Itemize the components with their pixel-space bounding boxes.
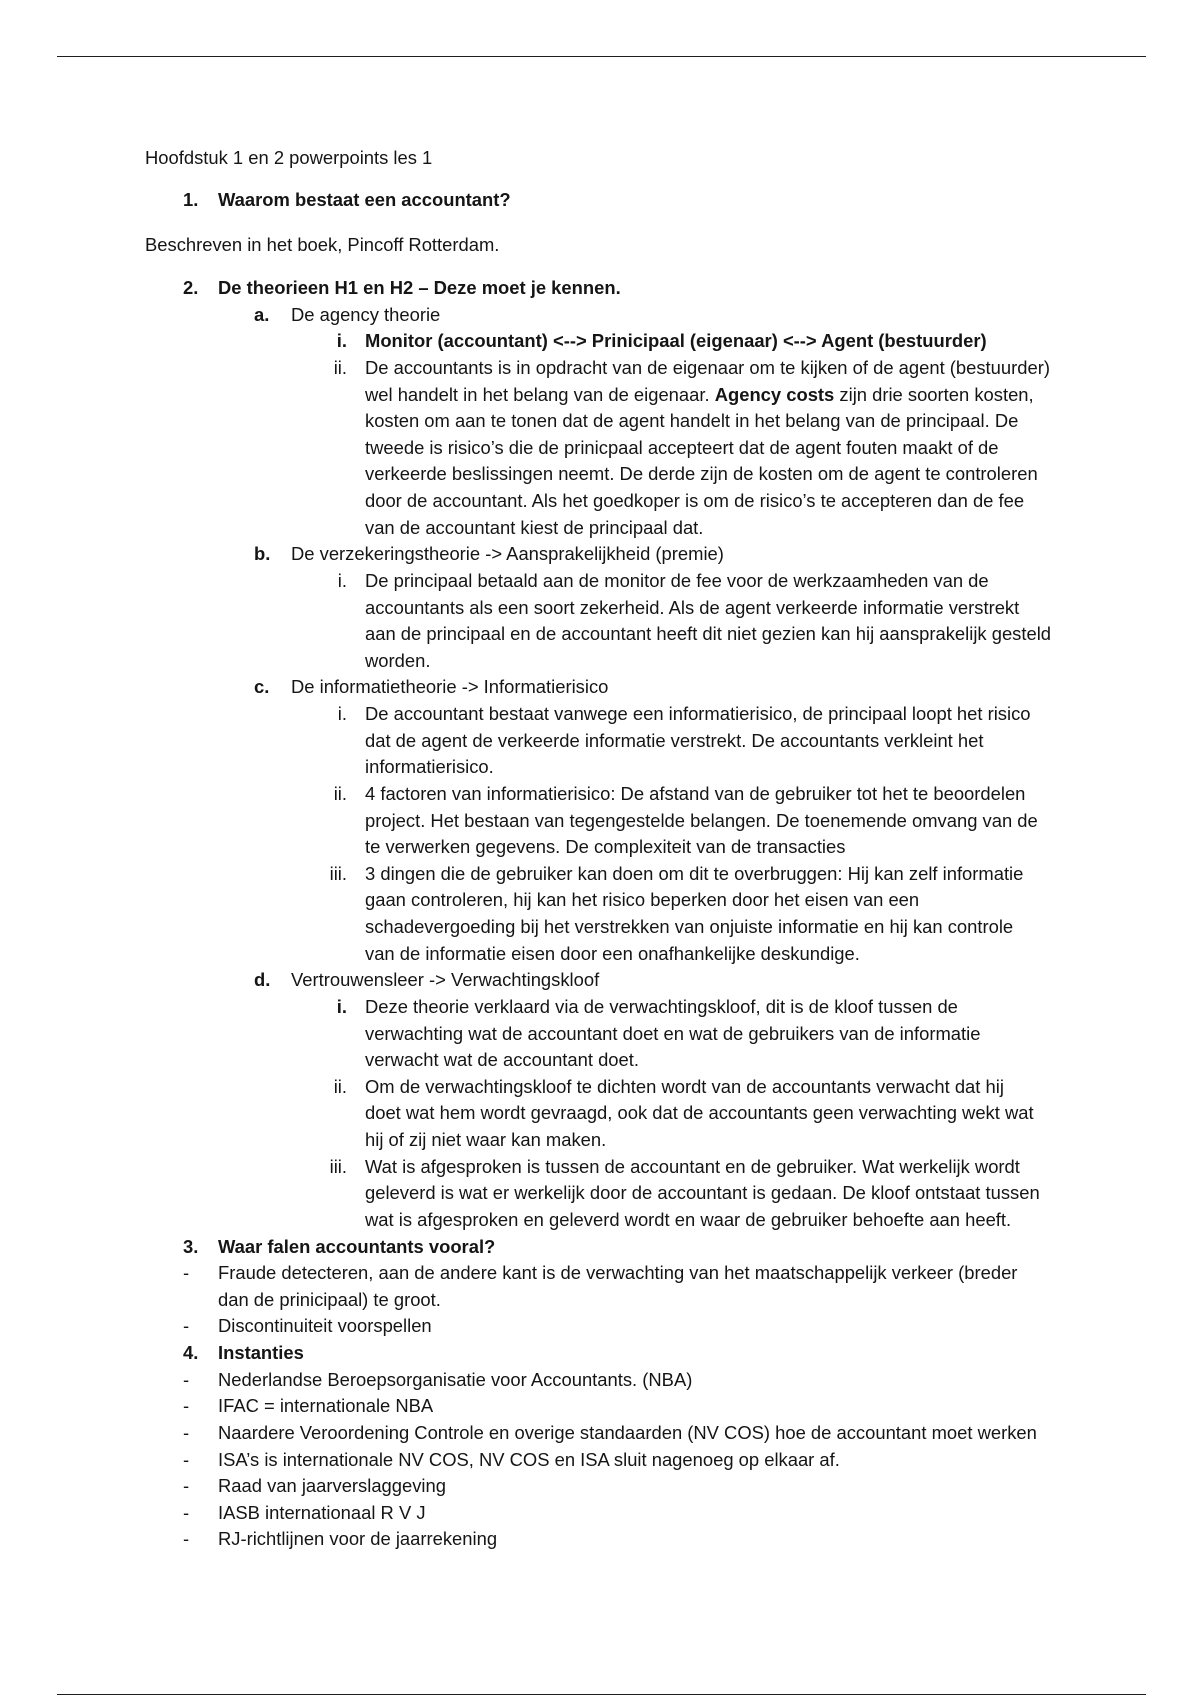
text-line [0, 701, 1200, 728]
line-text: door de accountant. Als het goedkoper is om de risico’s te accepteren dan de fee [365, 490, 1025, 512]
question-2 [0, 275, 1200, 302]
line-text: 4 factoren van informatierisico: De afstand van de gebruiker tot het te beoordelen [365, 782, 1026, 804]
text-line [0, 1154, 1200, 1181]
text-line [0, 834, 1200, 861]
paragraph-text: Beschreven in het boek, Pincoff Rotterdam. [145, 234, 500, 256]
bullet-dash: - [183, 1368, 190, 1390]
line-text: dat de agent de verkeerde informatie verstrekt. De accountants verkleint het [365, 729, 984, 751]
line-text: verkeerde beslissingen neemt. De derde zijn de kosten om de agent te controleren [365, 463, 1038, 485]
bullet-item [0, 1367, 1200, 1394]
bullet-dash: - [183, 1421, 190, 1443]
list-roman: i. [336, 330, 347, 352]
bullet-item [0, 1313, 1200, 1340]
bullet-dash: - [183, 1475, 190, 1497]
list-roman: i. [337, 569, 347, 591]
list-letter: c. [254, 676, 270, 698]
line-text: verwachting wat de accountant doet en wat de gebruikers van de informatie [365, 1022, 981, 1044]
line-text: schadevergoeding bij het verstrekken van onjuiste informatie en hij kan controle [365, 916, 1014, 938]
document-body [0, 145, 1200, 1553]
text-line [0, 1260, 1200, 1287]
bullet-dash: - [183, 1448, 190, 1470]
list-letter: a. [254, 303, 270, 325]
footer-rule [57, 1694, 1146, 1695]
theory-title: Vertrouwensleer -> Verwachtingskloof [291, 969, 600, 991]
text-line [0, 1287, 1200, 1314]
text-line [0, 914, 1200, 941]
text-line [0, 781, 1200, 808]
text-line [0, 728, 1200, 755]
text-line [0, 435, 1200, 462]
line-text: Wat is afgesproken is tussen de accountant en de gebruiker. Wat werkelijk wordt [365, 1155, 1020, 1177]
header-rule [57, 56, 1146, 57]
line-text: wat is afgesproken en geleverd wordt en waar de gebruiker behoefte aan heeft. [365, 1208, 1012, 1230]
bullet-item [0, 1260, 1200, 1313]
text-line [0, 754, 1200, 781]
theory-a [0, 302, 1200, 542]
line-text: De principaal betaald aan de monitor de fee voor de werkzaamheden van de [365, 569, 989, 591]
agency-costs-term: Agency costs [714, 383, 835, 405]
bullet-item [0, 1420, 1200, 1447]
theory-title-line [0, 967, 1200, 994]
text-line [0, 355, 1200, 382]
question-3-title: Waar falen accountants vooral? [218, 1235, 496, 1257]
line-text: worden. [365, 649, 431, 671]
question-1-title: Waarom bestaat een accountant? [218, 189, 511, 211]
line-text: RJ-richtlijnen voor de jaarrekening [218, 1528, 498, 1550]
theory-title: De agency theorie [291, 303, 441, 325]
question-4 [0, 1340, 1200, 1367]
text-segment: zijn drie soorten kosten, [834, 383, 1034, 405]
line-text: accountants als een soort zekerheid. Als de agent verkeerde informatie verstrekt [365, 596, 1020, 618]
point-c-iii [0, 861, 1200, 968]
text-line [0, 994, 1200, 1021]
line-text: Nederlandse Beroepsorganisatie voor Accountants. (NBA) [218, 1368, 693, 1390]
list-roman: i. [336, 995, 347, 1017]
theory-title: De verzekeringstheorie -> Aansprakelijkheid (premie) [291, 543, 724, 565]
question-4-title: Instanties [218, 1342, 304, 1364]
line-text: gaan controleren, hij kan het risico beperken door het eisen van een [365, 889, 920, 911]
bullet-dash: - [183, 1395, 190, 1417]
bullet-dash: - [183, 1262, 190, 1284]
point-d-ii [0, 1074, 1200, 1154]
line-text: Monitor (accountant) <--> Prinicipaal (eigenaar) <--> Agent (bestuurder) [365, 330, 987, 352]
text-line [0, 382, 1200, 409]
list-roman: i. [337, 703, 347, 725]
bullet-item [0, 1393, 1200, 1420]
line-text: ISA’s is internationale NV COS, NV COS en ISA sluit nagenoeg op elkaar af. [218, 1448, 840, 1470]
bullet-item [0, 1473, 1200, 1500]
line-text: tweede is risico’s die de prinicpaal accepteert dat de agent fouten maakt of de [365, 436, 999, 458]
line-text: van de accountant kiest de principaal dat. [365, 516, 704, 538]
question-1 [0, 187, 1200, 214]
point-c-i [0, 701, 1200, 781]
list-number: 2. [183, 277, 199, 299]
list-letter: d. [254, 969, 271, 991]
line-text: Deze theorie verklaard via de verwachtingskloof, dit is de kloof tussen de [365, 995, 958, 1017]
text-line [0, 1021, 1200, 1048]
text-line [0, 1180, 1200, 1207]
text-line [0, 488, 1200, 515]
theory-c [0, 674, 1200, 967]
line-text: aan de principaal en de accountant heeft dit niet gezien kan hij aansprakelijk gesteld [365, 623, 1052, 645]
theory-title-line [0, 541, 1200, 568]
text-line [0, 941, 1200, 968]
line-text: Discontinuiteit voorspellen [218, 1315, 432, 1337]
line-text: kosten om aan te tonen dat de agent handelt in het belang van de principaal. De [365, 410, 1019, 432]
list-roman: iii. [329, 862, 347, 884]
point-c-ii [0, 781, 1200, 861]
theory-d [0, 967, 1200, 1233]
point-a-ii [0, 355, 1200, 541]
text-line [0, 621, 1200, 648]
theory-title: De informatietheorie -> Informatierisico [291, 676, 609, 698]
line-text: project. Het bestaan van tegengestelde belangen. De toenemende omvang van de [365, 809, 1038, 831]
line-text: IASB internationaal R V J [218, 1501, 426, 1523]
text-line [0, 461, 1200, 488]
text-line [0, 1207, 1200, 1234]
bullet-item [0, 1447, 1200, 1474]
text-line [0, 408, 1200, 435]
line-text: Raad van jaarverslaggeving [218, 1475, 446, 1497]
text-segment: wel handelt in het belang van de eigenaar. [365, 383, 715, 405]
list-roman: ii. [333, 1075, 347, 1097]
theory-title-line [0, 674, 1200, 701]
text-line [0, 648, 1200, 675]
theory-title-line [0, 302, 1200, 329]
list-number: 4. [183, 1342, 199, 1364]
point-b-i [0, 568, 1200, 675]
text-line [0, 1074, 1200, 1101]
line-text: Fraude detecteren, aan de andere kant is de verwachting van het maatschappelijk verkeer (breder [218, 1262, 1018, 1284]
point-d-iii [0, 1154, 1200, 1234]
line-text: te verwerken gegevens. De complexiteit van de transacties [365, 836, 846, 858]
line-text: informatierisico. [365, 756, 494, 778]
text-line [0, 808, 1200, 835]
line-text [365, 382, 1034, 409]
text-line [0, 328, 1200, 355]
text-line [0, 515, 1200, 542]
text-line [0, 1100, 1200, 1127]
document-heading [0, 145, 1200, 172]
line-text: van de informatie eisen door een onafhankelijke deskundige. [365, 942, 860, 964]
line-text: Naardere Veroordening Controle en overige standaarden (NV COS) hoe de accountant moet werken [218, 1421, 1037, 1443]
line-text: dan de prinicipaal) te groot. [218, 1288, 441, 1310]
line-text: Om de verwachtingskloof te dichten wordt van de accountants verwacht dat hij [365, 1075, 1004, 1097]
theory-b [0, 541, 1200, 674]
line-text: hij of zij niet waar kan maken. [365, 1129, 607, 1151]
text-line [0, 1313, 1200, 1340]
text-line [0, 1127, 1200, 1154]
text-line [0, 595, 1200, 622]
text-line [0, 861, 1200, 888]
bullet-dash: - [183, 1501, 190, 1523]
list-number: 1. [183, 189, 199, 211]
bullet-item [0, 1526, 1200, 1553]
list-roman: ii. [333, 356, 347, 378]
line-text: doet wat hem wordt gevraagd, ook dat de accountants geen verwachting wekt wat [365, 1102, 1034, 1124]
line-text: verwacht wat de accountant doet. [365, 1049, 639, 1071]
list-roman: iii. [329, 1155, 347, 1177]
line-text: De accountant bestaat vanwege een informatierisico, de principaal loopt het risico [365, 703, 1031, 725]
line-text: IFAC = internationale NBA [218, 1395, 434, 1417]
bullet-dash: - [183, 1315, 190, 1337]
text-line [0, 568, 1200, 595]
point-d-i [0, 994, 1200, 1074]
text-line [0, 1047, 1200, 1074]
question-2-title: De theorieen H1 en H2 – Deze moet je kennen. [218, 277, 621, 299]
text-line [0, 887, 1200, 914]
question-1-answer [0, 232, 1200, 259]
question-3 [0, 1234, 1200, 1261]
bullet-dash: - [183, 1528, 190, 1550]
list-roman: ii. [333, 782, 347, 804]
line-text: 3 dingen die de gebruiker kan doen om dit te overbruggen: Hij kan zelf informatie [365, 862, 1024, 884]
list-number: 3. [183, 1235, 199, 1257]
bullet-item [0, 1500, 1200, 1527]
line-text: geleverd is wat er werkelijk door de accountant is gedaan. De kloof ontstaat tussen [365, 1182, 1040, 1204]
line-text: De accountants is in opdracht van de eigenaar om te kijken of de agent (bestuurder) [365, 356, 1050, 378]
heading-text: Hoofdstuk 1 en 2 powerpoints les 1 [145, 147, 433, 168]
point-a-i [0, 328, 1200, 355]
list-letter: b. [254, 543, 271, 565]
